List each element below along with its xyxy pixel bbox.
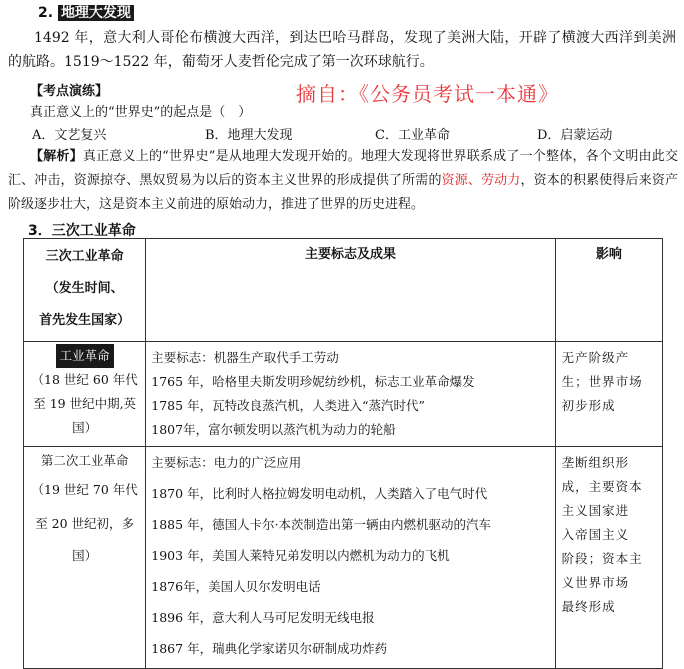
revolution-cell [24, 342, 146, 447]
achievement-item: 1765 年，哈格里夫斯发明珍妮纺纱机，标志工业革命爆发 [151, 374, 475, 389]
header-col1-line: （发生时间、 [45, 281, 124, 296]
option-a: A．文艺复兴 [32, 128, 107, 143]
analysis-highlight: 资源、劳动力 [441, 173, 521, 188]
impact-line: 义世界市场 [561, 575, 630, 590]
achievement-item: 主要标志：机器生产取代手工劳动 [151, 350, 339, 365]
analysis-text-after: ，资本的积累使得后来资产阶级逐步壮大，这是资本主义前进的原始动力，推进了世界的历史进程。 [8, 173, 678, 212]
header-revolution [24, 239, 146, 342]
achievement-item: 1903 年，美国人莱特兄弟发明以内燃机为动力的飞机 [151, 548, 450, 563]
impact-line: 无产阶级产 [561, 350, 630, 365]
analysis-label: 【解析】 [30, 149, 83, 164]
header-achievements: 主要标志及成果 [146, 239, 555, 342]
impact-line: 最终形成 [561, 599, 616, 614]
revolution-name: 工业革命 [56, 344, 114, 368]
analysis-text-before: 真正意义上的“世界史”是从地理大发现开始的。地理大发现将世界联系成了一个整体，各个文明由此交汇、冲击，资源掠夺、黑奴贸易为以后的资本主义世界的形成提供了所需的 [8, 149, 678, 188]
revolution-period-line: （19 世纪 70 年代 [31, 482, 138, 497]
revolution-cell [24, 447, 146, 669]
watermark-text: 摘自：《公务员考试一本通》 [296, 82, 559, 106]
section-2-number: 2. [38, 5, 54, 21]
revolution-period-line: 国） [72, 548, 98, 563]
achievements-cell [146, 342, 555, 447]
impact-line: 垄断组织形 [561, 455, 630, 470]
impact-cell [555, 342, 662, 447]
impact-line: 主义国家进 [561, 503, 630, 518]
revolution-period-line: 至 20 世纪初，多 [35, 516, 135, 531]
achievement-item: 主要标志：电力的广泛应用 [151, 455, 302, 470]
table-row [24, 447, 663, 669]
option-b: B．地理大发现 [205, 128, 293, 143]
impact-line: 成，主要资本 [561, 479, 643, 494]
revolution-period-line: 至 19 世纪中期,英 [33, 396, 137, 411]
impact-line: 初步形成 [561, 398, 616, 413]
achievement-item: 1885 年，德国人卡尔·本茨制造出第一辆由内燃机驱动的汽车 [151, 517, 492, 532]
revolution-name: 第二次工业革命 [40, 453, 129, 468]
impact-line: 生；世界市场 [561, 374, 643, 389]
exercise-heading: 【考点演练】 [30, 84, 109, 99]
section-2-heading [38, 3, 134, 23]
section-2-title: 地理大发现 [58, 5, 134, 21]
header-impact: 影响 [555, 239, 662, 342]
achievement-item: 1870 年，比利时人格拉姆发明电动机，人类踏入了电气时代 [151, 486, 488, 501]
analysis-paragraph [8, 145, 678, 217]
option-c: C．工业革命 [375, 128, 450, 143]
header-col1-line: 三次工业革命 [45, 249, 124, 264]
impact-line: 入帝国主义 [561, 527, 630, 542]
option-d: D．启蒙运动 [537, 128, 613, 143]
achievement-item: 1876年，美国人贝尔发明电话 [151, 579, 321, 594]
impact-cell [555, 447, 662, 669]
achievement-item: 1807年，富尔顿发明以蒸汽机为动力的轮船 [151, 422, 396, 437]
table-row [24, 342, 663, 447]
industrial-revolution-table [23, 238, 663, 669]
table-header-row [24, 239, 663, 342]
achievement-item: 1785 年，瓦特改良蒸汽机，人类进入“蒸汽时代” [151, 398, 425, 413]
revolution-period-line: （18 世纪 60 年代 [31, 372, 138, 387]
section-3-title: 3．三次工业革命 [28, 223, 136, 239]
header-col1-line: 首先发生国家） [39, 313, 131, 328]
achievement-item: 1896 年，意大利人马可尼发明无线电报 [151, 610, 375, 625]
achievements-cell [146, 447, 555, 669]
revolution-period-line: 国） [72, 420, 98, 435]
impact-line: 阶段；资本主 [561, 551, 643, 566]
section-2-paragraph: 1492 年，意大利人哥伦布横渡大西洋，到达巴哈马群岛，发现了美洲大陆，开辟了横渡大西洋到美洲的航路。1519～1522 年，葡萄牙人麦哲伦完成了第一次环球航行。 [8, 30, 676, 70]
exercise-question: 真正意义上的“世界史”的起点是（ ） [30, 105, 252, 120]
achievement-item: 1867 年，瑞典化学家诺贝尔研制成功炸药 [151, 641, 388, 656]
